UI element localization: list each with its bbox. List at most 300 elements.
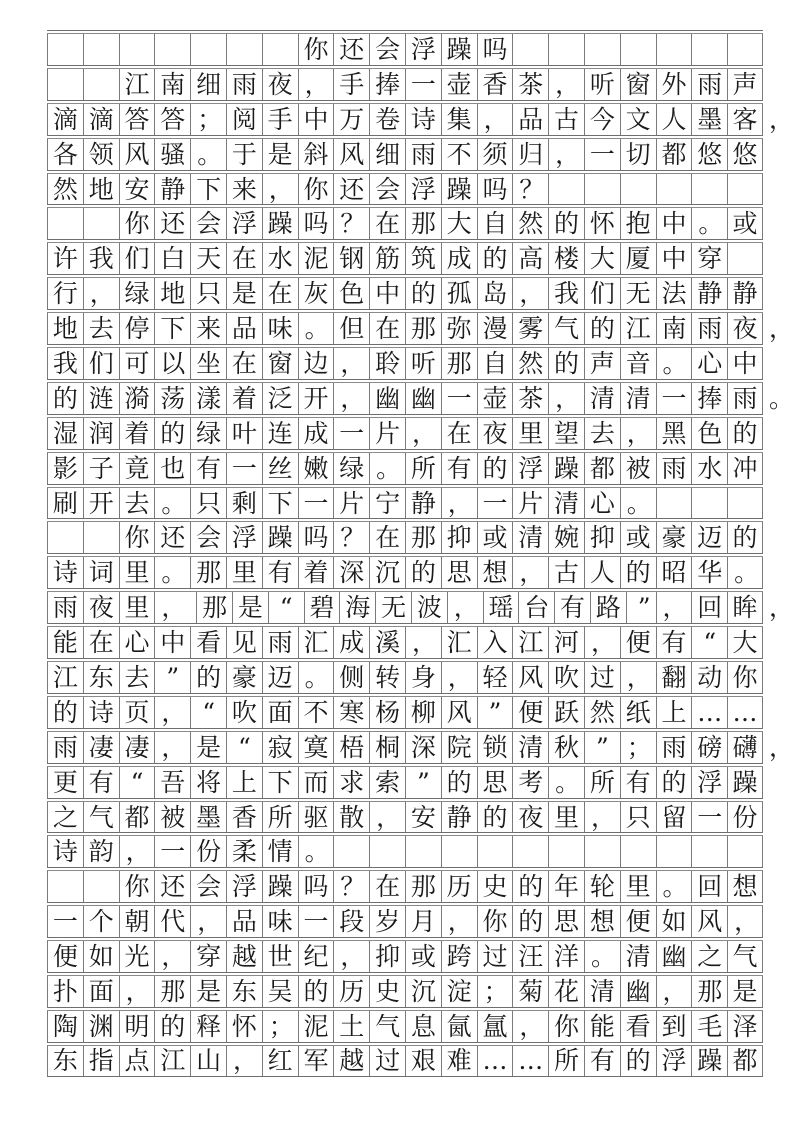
grid-cell: 浮 [512,453,548,484]
grid-cell: 便 [620,627,656,658]
grid-cell: 聆 [369,348,405,379]
grid-cell: 那 [196,592,232,623]
grid-cell: 将 [190,767,226,798]
grid-cell: 们 [584,278,620,309]
grid-cell: 心 [584,488,620,519]
grid-cell [262,34,298,65]
grid-cell: 去 [83,313,119,344]
grid-cell: 能 [47,627,83,658]
grid-cell [226,34,262,65]
grid-cell: 片 [333,488,369,519]
grid-cell: 岁 [369,906,405,937]
grid-cell: ， [447,592,483,623]
grid-cell: 品 [226,906,262,937]
grid-cell: 沉 [369,557,405,588]
grid-cell: 的 [620,1046,656,1076]
text-row [47,623,763,658]
grid-cell: 汇 [298,627,334,658]
grid-cell: 那 [405,208,441,239]
grid-cell: 下 [262,767,298,798]
grid-cell: 无 [620,278,656,309]
grid-cell: 那 [691,976,727,1007]
grid-cell: 白 [154,243,190,274]
grid-cell: 去 [119,662,155,693]
grid-cell: 花 [548,976,584,1007]
grid-cell: ， [333,383,369,414]
grid-cell: 索 [369,767,405,798]
grid-cell: 中 [154,627,190,658]
grid-cell: 吹 [548,662,584,693]
grid-cell [154,34,190,65]
text-row [47,798,763,833]
grid-cell: 厦 [620,243,656,274]
grid-cell: 里 [620,871,656,902]
grid-cell: 雨 [47,732,83,763]
grid-cell: 壶 [477,383,513,414]
grid-cell: 法 [656,278,692,309]
grid-cell: 幽 [405,383,441,414]
grid-cell: 你 [119,522,155,553]
grid-cell: 纪 [298,941,334,972]
grid-cell: 入 [477,627,513,658]
grid-cell: ； [190,104,226,135]
grid-cell: 今 [584,104,620,135]
grid-cell: “ [226,732,262,763]
grid-cell: 自 [477,208,513,239]
grid-cell: 只 [190,488,226,519]
grid-cell: 是 [232,592,268,623]
grid-cell: 。 [298,836,334,867]
grid-cell: 。 [190,139,226,170]
grid-cell: 看 [620,1011,656,1042]
grid-cell: 会 [190,208,226,239]
grid-cell: 手 [333,69,369,100]
grid-cell: 东 [226,976,262,1007]
grid-cell: 。 [298,662,334,693]
grid-cell: ， [512,557,548,588]
grid-cell: 归 [512,139,548,170]
grid-cell: 南 [154,69,190,100]
grid-cell: 雨 [727,383,763,414]
grid-cell: 我 [83,243,119,274]
grid-cell: 窗 [620,69,656,100]
grid-cell: 雨 [691,313,727,344]
grid-cell: 沉 [405,976,441,1007]
grid-cell: 一 [477,488,513,519]
grid-cell: 汪 [512,941,548,972]
grid-cell: 雨 [47,592,83,623]
grid-cell: 吴 [262,976,298,1007]
grid-cell: 漫 [477,313,513,344]
grid-cell: 听 [584,69,620,100]
grid-cell: 躁 [548,453,584,484]
grid-cell: 段 [333,906,369,937]
grid-cell: 骚 [154,139,190,170]
grid-cell: 思 [477,767,513,798]
grid-cell: 能 [584,1011,620,1042]
grid-cell: 海 [339,592,375,623]
grid-cell: 人 [656,104,692,135]
grid-cell: 古 [548,557,584,588]
grid-cell: 静 [727,278,763,309]
grid-cell [727,836,763,867]
grid-cell: 来 [226,174,262,205]
grid-cell: ， [656,976,692,1007]
grid-cell: 在 [226,243,262,274]
text-row [47,449,763,484]
grid-cell: 朝 [119,906,155,937]
grid-cell: 你 [548,1011,584,1042]
grid-cell: 台 [518,592,554,623]
grid-cell: 在 [262,278,298,309]
grid-cell: 抑 [584,522,620,553]
grid-cell: 躁 [691,1046,727,1076]
grid-cell: 剩 [226,488,262,519]
grid-cell [47,34,83,65]
grid-cell: 都 [119,802,155,833]
text-row [47,832,763,867]
grid-cell: 月 [405,906,441,937]
grid-cell: ， [584,627,620,658]
grid-cell: 里 [226,557,262,588]
grid-cell: 想 [584,906,620,937]
grid-cell: 清 [620,941,656,972]
grid-cell [584,836,620,867]
grid-cell: 渊 [83,1011,119,1042]
grid-cell: ， [441,662,477,693]
grid-cell: ， [262,174,298,205]
grid-cell: 中 [298,104,334,135]
grid-cell: 水 [691,453,727,484]
text-row [47,65,763,100]
grid-cell: 代 [154,906,190,937]
grid-cell: 身 [405,662,441,693]
grid-cell: 泥 [298,243,334,274]
grid-cell: 的 [620,557,656,588]
grid-cell: 吗 [477,174,513,205]
grid-cell: 筑 [405,243,441,274]
text-row [47,344,763,379]
text-row [47,274,763,309]
grid-cell: 或 [405,941,441,972]
grid-cell: 年 [548,871,584,902]
grid-cell: 开 [298,383,334,414]
grid-cell: 下 [262,488,298,519]
grid-cell: 面 [262,697,298,728]
grid-cell: 吾 [154,767,190,798]
text-row [47,867,763,902]
grid-cell: 豪 [226,662,262,693]
grid-cell: 到 [656,1011,692,1042]
grid-cell: 如 [83,941,119,972]
grid-cell: 历 [441,871,477,902]
grid-cell: 丝 [262,453,298,484]
grid-cell: 江 [154,1046,190,1076]
grid-cell: 冲 [727,453,763,484]
text-row [47,728,795,763]
grid-cell: 成 [333,627,369,658]
grid-cell: 桐 [369,732,405,763]
grid-cell: 我 [47,348,83,379]
grid-cell: 夜 [262,69,298,100]
grid-cell: 江 [119,69,155,100]
grid-cell: 躁 [262,522,298,553]
grid-cell: 的 [298,976,334,1007]
grid-cell [369,836,405,867]
grid-cell: 悠 [727,139,763,170]
grid-cell: 中 [369,278,405,309]
grid-cell [656,34,692,65]
grid-cell: 的 [727,522,763,553]
grid-cell: 点 [119,1046,155,1076]
grid-cell: 静 [691,278,727,309]
grid-cell: 静 [154,174,190,205]
grid-cell: 幽 [620,976,656,1007]
grid-cell: 雾 [512,313,548,344]
grid-cell: 所 [405,453,441,484]
grid-cell: 土 [333,1011,369,1042]
grid-cell: 味 [262,313,298,344]
grid-cell: 不 [298,697,334,728]
grid-cell: 。 [656,348,692,379]
grid-cell: 吹 [226,697,262,728]
grid-cell: 都 [584,453,620,484]
grid-cell: 穿 [691,243,727,274]
grid-cell: 捧 [369,69,405,100]
grid-cell: 的 [441,767,477,798]
grid-cell: 外 [656,69,692,100]
text-row [47,239,763,274]
grid-cell: ， [154,697,190,728]
grid-cell: 越 [226,941,262,972]
grid-cell: 想 [727,871,763,902]
grid-cell: 清 [512,732,548,763]
grid-cell: 浮 [226,522,262,553]
grid-cell: 静 [441,802,477,833]
text-row [47,100,795,135]
grid-cell: 心 [119,627,155,658]
grid-cell: 各 [47,139,83,170]
grid-cell: ， [405,418,441,449]
grid-cell: 气 [83,802,119,833]
grid-cell: 风 [333,139,369,170]
grid-cell: 着 [298,557,334,588]
grid-cell: 思 [548,906,584,937]
grid-cell: 滴 [47,104,83,135]
grid-cell: 的 [477,243,513,274]
text-row [47,170,763,205]
grid-cell: 片 [369,418,405,449]
grid-cell: 份 [727,802,763,833]
grid-cell: ， [119,836,155,867]
grid-cell: 一 [154,836,190,867]
grid-cell: 碧 [304,592,340,623]
grid-cell: 涟 [83,383,119,414]
grid-cell [47,69,83,100]
grid-cell: 的 [477,802,513,833]
grid-cell [691,836,727,867]
grid-cell: 迈 [262,662,298,693]
grid-cell: 一 [405,69,441,100]
grid-cell: 听 [405,348,441,379]
grid-cell: 弥 [441,313,477,344]
grid-cell: 氤 [441,1011,477,1042]
grid-cell: 一 [226,453,262,484]
margin-punctuation: ， [769,314,795,344]
grid-cell: 看 [190,627,226,658]
grid-cell: 浮 [226,208,262,239]
grid-cell: 来 [190,313,226,344]
grid-cell: ； [262,1011,298,1042]
grid-cell: 被 [154,802,190,833]
grid-cell: 是 [190,976,226,1007]
grid-cell: 子 [83,453,119,484]
grid-cell: 的 [727,418,763,449]
grid-cell: 成 [298,418,334,449]
grid-cell: 寞 [298,732,334,763]
grid-cell: 行 [47,278,83,309]
grid-cell: … [512,1046,548,1076]
grid-cell: 柔 [226,836,262,867]
grid-cell: ， [333,941,369,972]
grid-cell: 下 [154,313,190,344]
grid-cell: 万 [333,104,369,135]
grid-cell: 诗 [405,104,441,135]
grid-cell: ， [154,592,190,623]
grid-cell: 抑 [441,522,477,553]
grid-cell [727,174,763,205]
grid-cell: ？ [333,871,369,902]
grid-cell: 在 [369,871,405,902]
grid-cell: 的 [405,278,441,309]
grid-cell: 会 [190,522,226,553]
grid-cell: 是 [727,976,763,1007]
grid-cell: 们 [83,348,119,379]
grid-cell: 轮 [584,871,620,902]
grid-cell: 寒 [333,697,369,728]
margin-punctuation: 。 [769,383,795,413]
grid-cell: 在 [369,313,405,344]
grid-cell: 清 [584,976,620,1007]
grid-cell: 雨 [656,732,692,763]
grid-cell: 迈 [691,522,727,553]
grid-cell: 菊 [512,976,548,1007]
grid-cell: 也 [154,453,190,484]
grid-cell: … [691,697,727,728]
grid-cell: 一 [298,906,334,937]
grid-cell [47,522,83,553]
grid-cell: 躁 [441,174,477,205]
grid-cell: 风 [119,139,155,170]
grid-cell: 雨 [405,139,441,170]
grid-cell: 的 [47,383,83,414]
grid-cell: 会 [369,174,405,205]
grid-cell: 叶 [226,418,262,449]
grid-cell: 礴 [727,732,763,763]
grid-cell: 有 [620,767,656,798]
grid-cell: 黑 [656,418,692,449]
grid-cell: 华 [691,557,727,588]
grid-cell: ， [620,662,656,693]
grid-cell [512,34,548,65]
grid-cell: ， [548,383,584,414]
grid-cell: 是 [226,278,262,309]
grid-cell: 声 [584,348,620,379]
grid-cell: 还 [154,522,190,553]
grid-cell [727,488,763,519]
grid-cell: 。 [369,453,405,484]
grid-cell: 深 [405,732,441,763]
text-row [47,135,763,170]
grid-cell: 上 [226,767,262,798]
grid-cell: 。 [298,313,334,344]
grid-cell: 份 [190,836,226,867]
grid-cell: 之 [47,802,83,833]
grid-cell: 是 [262,139,298,170]
grid-cell: 的 [656,767,692,798]
grid-cell: 红 [262,1046,298,1076]
grid-cell: 诗 [83,697,119,728]
grid-cell: 大 [727,627,763,658]
grid-cell: 怀 [584,208,620,239]
grid-cell: 着 [226,383,262,414]
grid-cell: 躁 [262,871,298,902]
grid-cell: 声 [727,69,763,100]
grid-cell: 或 [620,522,656,553]
grid-cell: 风 [691,906,727,937]
grid-cell: 气 [727,941,763,972]
grid-cell: 品 [226,313,262,344]
grid-cell: 集 [441,104,477,135]
grid-cell: 转 [369,662,405,693]
grid-cell: 夜 [727,313,763,344]
grid-cell: 停 [119,313,155,344]
grid-cell: 的 [512,906,548,937]
grid-cell: 的 [548,348,584,379]
grid-cell: 刷 [47,488,83,519]
grid-cell: 还 [154,871,190,902]
grid-cell: ， [441,906,477,937]
grid-cell: 考 [512,767,548,798]
grid-cell: 在 [369,522,405,553]
grid-cell: 你 [119,208,155,239]
grid-cell: “ [691,627,727,658]
grid-cell: 之 [691,941,727,972]
grid-cell: 雨 [262,627,298,658]
grid-cell: 成 [441,243,477,274]
grid-cell: 人 [584,557,620,588]
grid-cell: 一 [298,488,334,519]
grid-cell: 江 [512,627,548,658]
grid-cell: 吗 [298,522,334,553]
grid-cell: 幽 [369,383,405,414]
grid-cell: ， [441,488,477,519]
grid-cell: ， [512,278,548,309]
grid-cell: 躁 [441,34,477,65]
grid-cell: 院 [441,732,477,763]
grid-cell: ？ [333,522,369,553]
grid-cell: 军 [298,1046,334,1076]
grid-cell: 明 [119,1011,155,1042]
grid-cell: 品 [512,104,548,135]
grid-cell: 梧 [333,732,369,763]
title-row [47,30,763,65]
grid-cell: 夜 [83,592,119,623]
grid-cell [656,836,692,867]
grid-cell: 婉 [548,522,584,553]
grid-cell: 在 [369,208,405,239]
grid-cell: ， [477,104,513,135]
